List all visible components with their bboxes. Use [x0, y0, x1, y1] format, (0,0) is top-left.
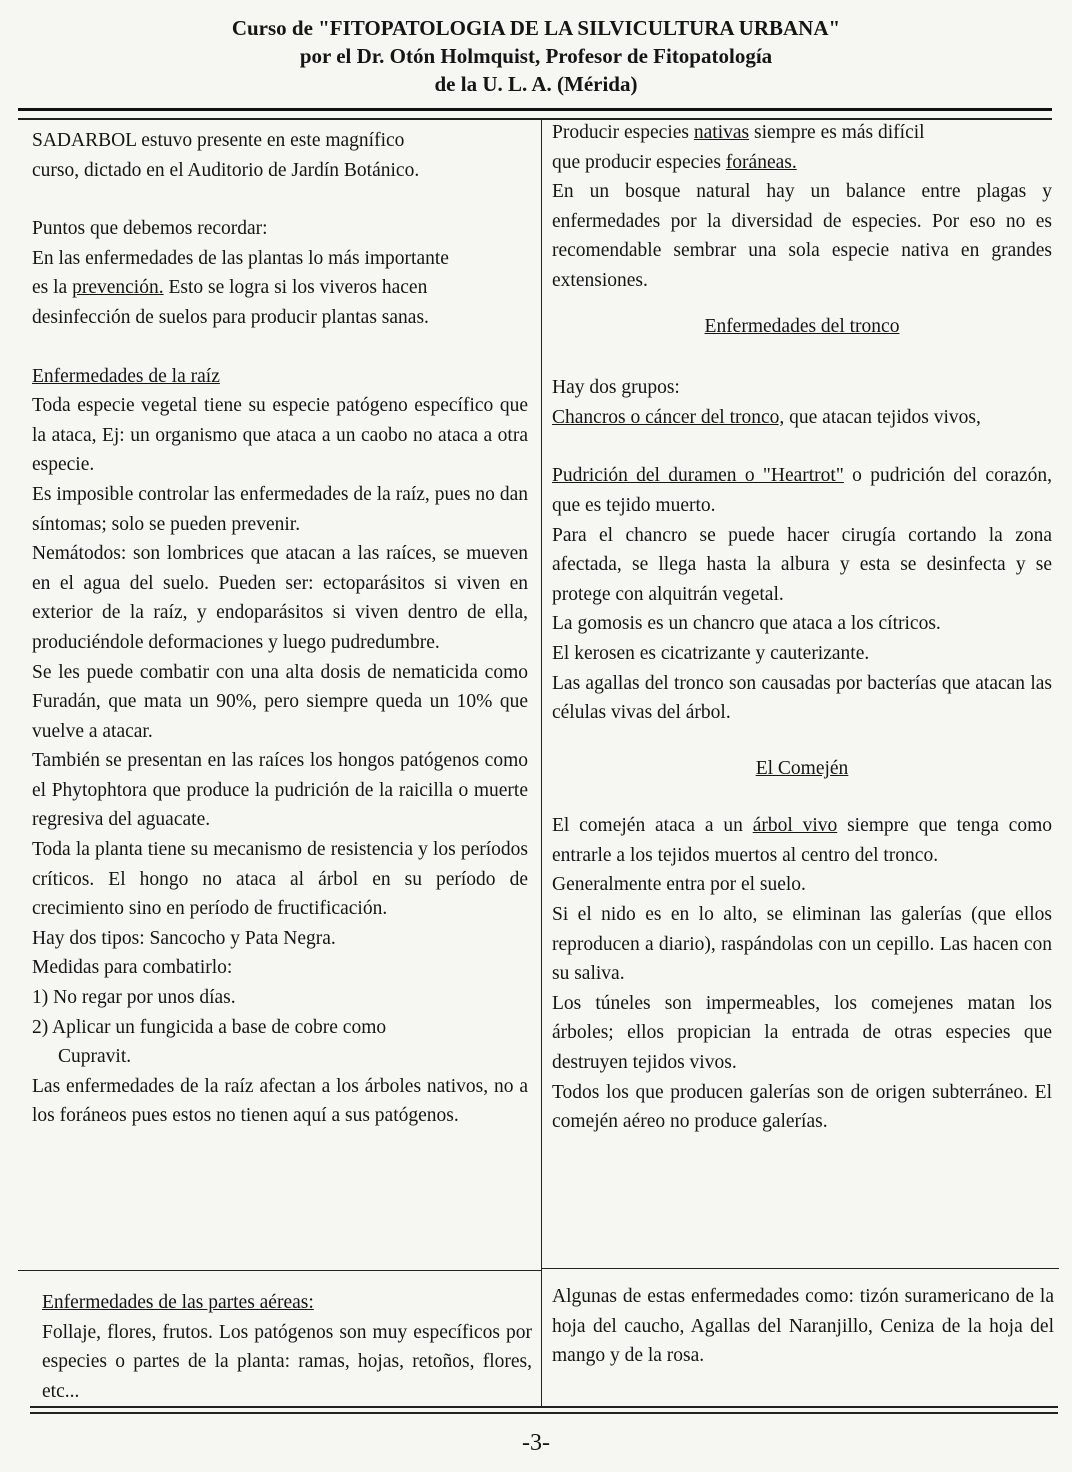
trunk-paragraph-2: La gomosis es un chancro que ataca a los cítricos. — [552, 613, 941, 635]
prevention-line-3: desinfección de suelos para producir plantas sanas. — [32, 306, 429, 328]
right-column — [552, 118, 1052, 1137]
column-divider — [541, 120, 542, 1408]
termite-paragraph-5: Todos los que producen galerías son de origen subterráneo. El comején aéreo no produce galerías. — [552, 1081, 1052, 1133]
termite-paragraph-2: Generalmente entra por el suelo. — [552, 874, 806, 896]
measures-title: Medidas para combatirlo: — [32, 957, 233, 979]
root-paragraph-6: Toda la planta tiene su mecanismo de resistencia y los períodos críticos. El hongo no ataca al árbol en su período de crecimiento sino en período de fructificación. — [32, 839, 528, 920]
prevention-line-1: En las enfermedades de las plantas lo más importante — [32, 247, 449, 269]
header-author: por el Dr. Otón Holmquist, Profesor de Fitopatología — [299, 44, 773, 68]
left-bottom-divider — [18, 1270, 541, 1271]
root-paragraph-7: Las enfermedades de la raíz afectan a los árboles nativos, no a los foráneos pues estos no tienen aquí a sus patógenos. — [32, 1075, 528, 1127]
trunk-paragraph-4: Las agallas del tronco son causadas por bacterías que atacan las células vivas del árbol. — [552, 672, 1052, 724]
document-header — [0, 14, 1072, 98]
live-tree-term: árbol vivo — [752, 815, 838, 837]
termite-paragraph-4: Los túneles son impermeables, los comejenes matan los árboles; ellos propician la entrada de otras especies que destruyen tejidos vivos. — [552, 992, 1052, 1074]
header-title: Curso de "FITOPATOLOGIA DE LA SILVICULTURA URBANA" — [231, 16, 841, 40]
cankers-term: Chancros o cáncer del tronco, — [552, 406, 785, 428]
measure-2: 2) Aplicar un fungicida a base de cobre como — [32, 1016, 387, 1038]
header-rule — [18, 108, 1052, 111]
native-line-2: que producir especies foráneas. — [552, 151, 797, 173]
root-diseases-heading: Enfermedades de la raíz — [32, 365, 220, 387]
trunk-paragraph-1: Para el chancro se puede hacer cirugía cortando la zona afectada, se llega hasta la albura y esta se desinfecta y se protege con alquitrán vegetal. — [552, 524, 1052, 605]
aerial-diseases-heading: Enfermedades de las partes aéreas: — [42, 1292, 314, 1313]
cankers-paragraph: Chancros o cáncer del tronco, que atacan tejidos vivos, — [552, 406, 981, 428]
aerial-section — [42, 1288, 532, 1406]
trunk-paragraph-3: El kerosen es cicatrizante y cauterizante. — [552, 642, 870, 664]
native-word: nativas — [693, 122, 750, 143]
header-institution: de la U. L. A. (Mérida) — [434, 72, 638, 96]
fungus-types: Hay dos tipos: Sancocho y Pata Negra. — [32, 927, 336, 949]
trunk-diseases-heading: Enfermedades del tronco — [704, 315, 900, 337]
examples-section — [552, 1282, 1054, 1371]
measure-2-cont: Cupravit. — [58, 1046, 132, 1068]
measure-1: 1) No regar por unos días. — [32, 987, 236, 1009]
root-paragraph-2: Es imposible controlar las enfermedades de la raíz, pues no dan síntomas; solo se pueden prevenir. — [32, 483, 528, 535]
points-title: Puntos que debemos recordar: — [32, 218, 268, 240]
foreign-word: foráneas. — [725, 151, 797, 173]
prevention-word: prevención. — [72, 277, 164, 299]
heartrot-term: Pudrición del duramen o "Heartrot" — [552, 465, 844, 487]
page-number: -3- — [522, 1430, 550, 1456]
termite-paragraph-1: El comején ataca a un árbol vivo siempre que tenga como entrarle a los tejidos muertos al centro del tronco. — [552, 815, 1052, 866]
intro-line-2: curso, dictado en el Auditorio de Jardín Botánico. — [32, 159, 420, 181]
aerial-diseases-text: Follaje, flores, frutos. Los patógenos son muy específicos por especies o partes de la planta: ramas, hojas, retoños, flores, etc... — [42, 1321, 532, 1402]
termite-paragraph-3: Si el nido es en lo alto, se eliminan las galerías (que ellos reproducen a diario), raspándolas con un cepillo. Las hacen con su saliva. — [552, 904, 1052, 985]
root-paragraph-5: También se presentan en las raíces los hongos patógenos como el Phytophtora que produce la pudrición de la raicilla o muerte regresiva del aguacate. — [32, 750, 528, 831]
footer-rule-2 — [30, 1412, 1058, 1414]
intro-line-1: SADARBOL estuvo presente en este magnífico — [32, 130, 405, 151]
right-bottom-divider — [541, 1268, 1059, 1269]
native-line-1: Producir especies nativas siempre es más difícil — [552, 122, 925, 143]
root-paragraph-4: Se les puede combatir con una alta dosis de nematicida como Furadán, que mata un 90%, pero siempre queda un 10% que vuelve a atacar. — [32, 661, 528, 742]
two-groups: Hay dos grupos: — [552, 377, 680, 399]
heartrot-paragraph: Pudrición del duramen o "Heartrot" o pudrición del corazón, que es tejido muerto. — [552, 465, 1052, 516]
prevention-line-2: es la prevención. Esto se logra si los viveros hacen — [32, 277, 428, 299]
examples-text: Algunas de estas enfermedades como: tizón suramericano de la hoja del caucho, Agallas del Naranjillo, Ceniza de la hoja del mango y de la rosa. — [552, 1286, 1054, 1367]
left-column — [32, 126, 528, 1131]
footer-rule-1 — [30, 1406, 1058, 1408]
root-paragraph-3: Nemátodos: son lombrices que atacan a las raíces, se mueven en el agua del suelo. Pueden ser: ectoparásitos si viven en exterior de la raíz, y endoparásitos si viven dentro de ella, produciéndole deformaciones y luego pudredumbre. — [32, 543, 528, 653]
termite-heading: El Comején — [755, 757, 849, 779]
root-paragraph-1: Toda especie vegetal tiene su especie patógeno específico que la ataca, Ej: un organismo que ataca a un caobo no ataca a otra especie. — [32, 395, 528, 476]
forest-balance-paragraph: En un bosque natural hay un balance entre plagas y enfermedades por la diversidad de especies. Por eso no es recomendable sembrar una sola especie nativa en grandes extensiones. — [552, 181, 1052, 291]
